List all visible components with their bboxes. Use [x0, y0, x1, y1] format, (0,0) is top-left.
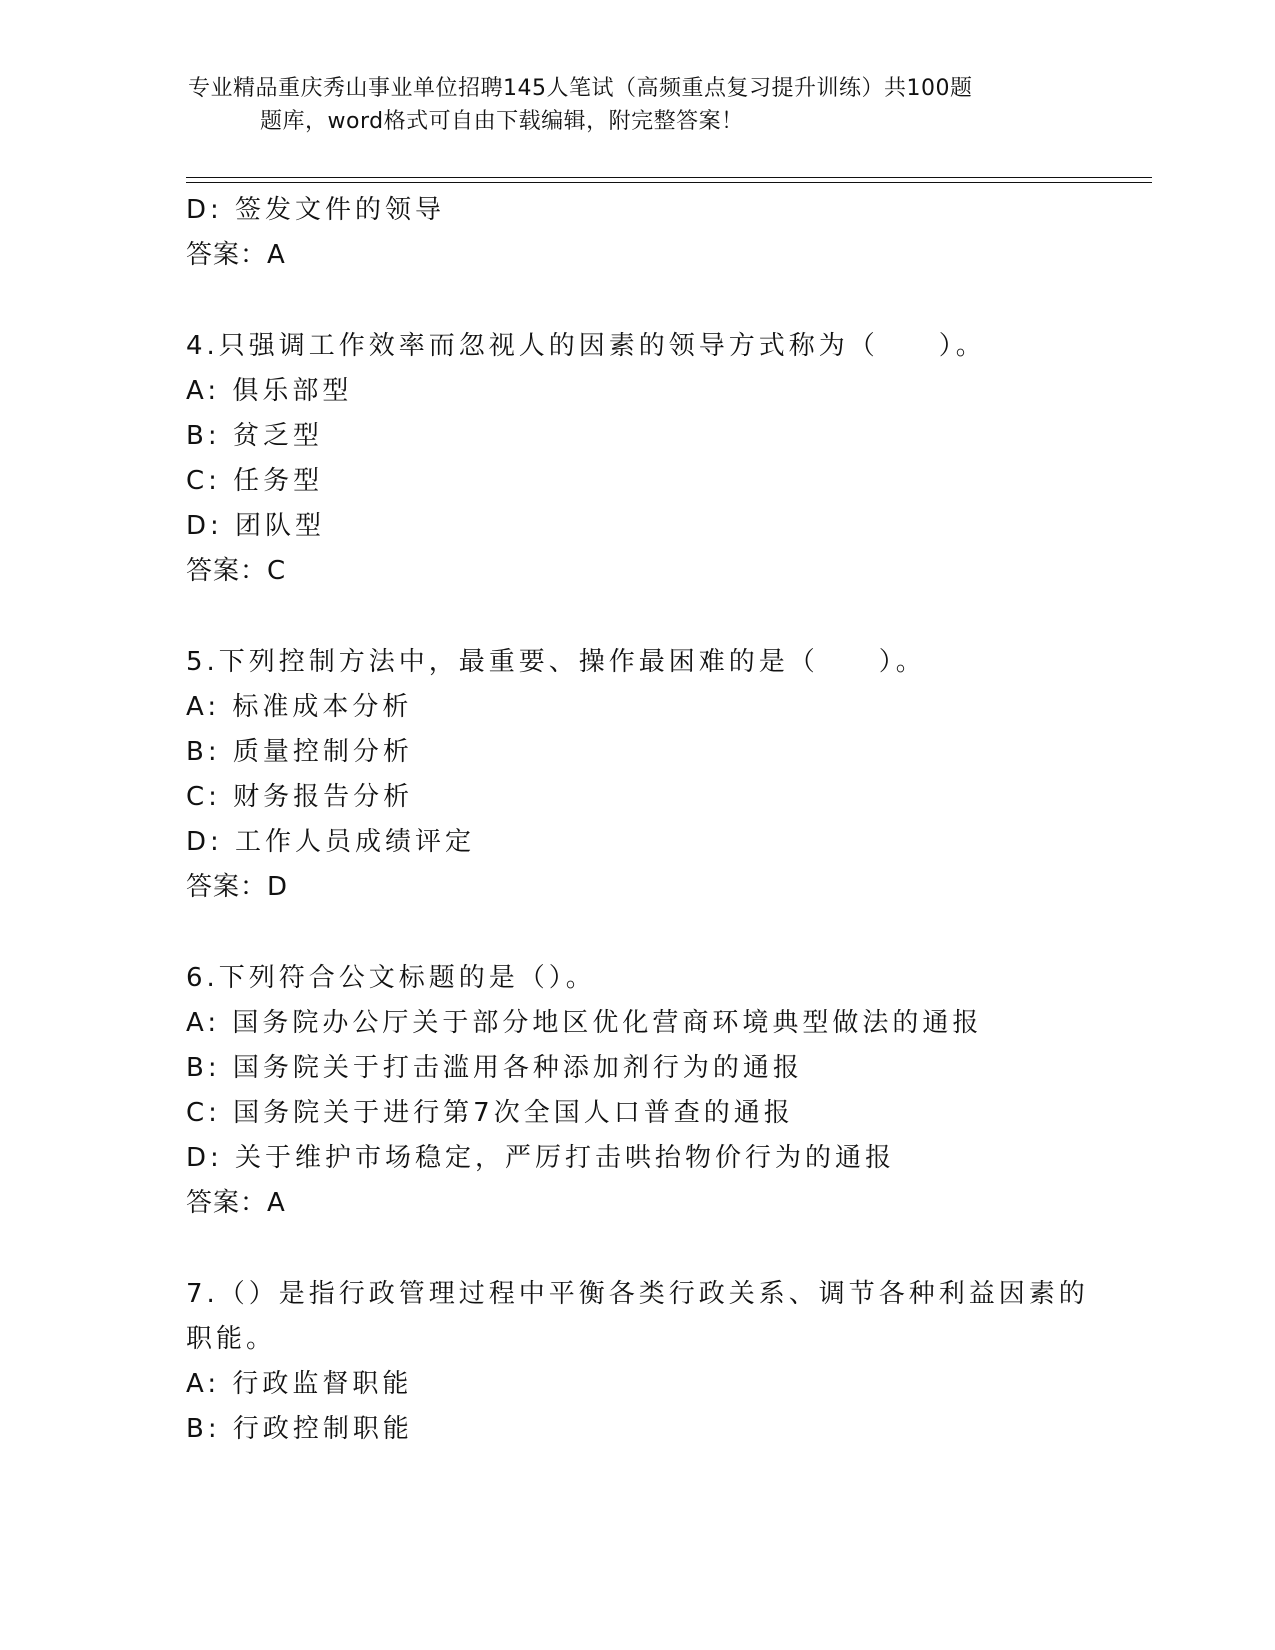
option-a: A: 行政监督职能 [186, 1369, 413, 1399]
question-stem: 5.下列控制方法中，最重要、操作最困难的是（ ）。 [186, 647, 926, 677]
header-double-rule [186, 177, 1152, 183]
option-a: A: 标准成本分析 [186, 692, 413, 722]
question-6 [186, 956, 1086, 1226]
question-stem: 6.下列符合公文标题的是（）。 [186, 963, 596, 993]
answer: 答案：C [186, 556, 287, 586]
option-b: B: 行政控制职能 [186, 1414, 413, 1444]
question-list [186, 188, 1089, 1452]
header-title-line-2: 题库，word格式可自由下载编辑，附完整答案！ [260, 109, 744, 134]
option-c: C: 任务型 [186, 466, 324, 496]
spacer [186, 594, 1086, 640]
option-c: C: 财务报告分析 [186, 782, 414, 812]
spacer [186, 1226, 1086, 1272]
answer: 答案：D [186, 872, 289, 902]
answer: 答案：A [186, 240, 286, 270]
answer: 答案：A [186, 1188, 286, 1218]
question-stem: 4.只强调工作效率而忽视人的因素的领导方式称为（ ）。 [186, 331, 986, 361]
option-d: D: 工作人员成绩评定 [186, 827, 476, 857]
question-stem-line-2: 职能。 [186, 1324, 277, 1354]
option-a: A: 国务院办公厅关于部分地区优化营商环境典型做法的通报 [186, 1008, 983, 1038]
option-b: B: 质量控制分析 [186, 737, 413, 767]
question-5 [186, 640, 1086, 910]
spacer [186, 278, 1086, 324]
question-stem-line-1: 7.（）是指行政管理过程中平衡各类行政关系、调节各种利益因素的 [186, 1279, 1089, 1309]
option-d: D: 团队型 [186, 511, 326, 541]
option-d: D: 签发文件的领导 [186, 195, 446, 225]
option-d: D: 关于维护市场稳定，严厉打击哄抬物价行为的通报 [186, 1143, 896, 1173]
option-b: B: 国务院关于打击滥用各种添加剂行为的通报 [186, 1053, 803, 1083]
option-b: B: 贫乏型 [186, 421, 323, 451]
option-c: C: 国务院关于进行第7次全国人口普查的通报 [186, 1098, 794, 1128]
spacer [186, 910, 1086, 956]
header-title-line-1: 专业精品重庆秀山事业单位招聘145人笔试（高频重点复习提升训练）共100题 [188, 76, 973, 101]
option-a: A: 俱乐部型 [186, 376, 353, 406]
question-4 [186, 324, 1086, 594]
question-7 [186, 1272, 1089, 1452]
page-header [188, 72, 1068, 138]
